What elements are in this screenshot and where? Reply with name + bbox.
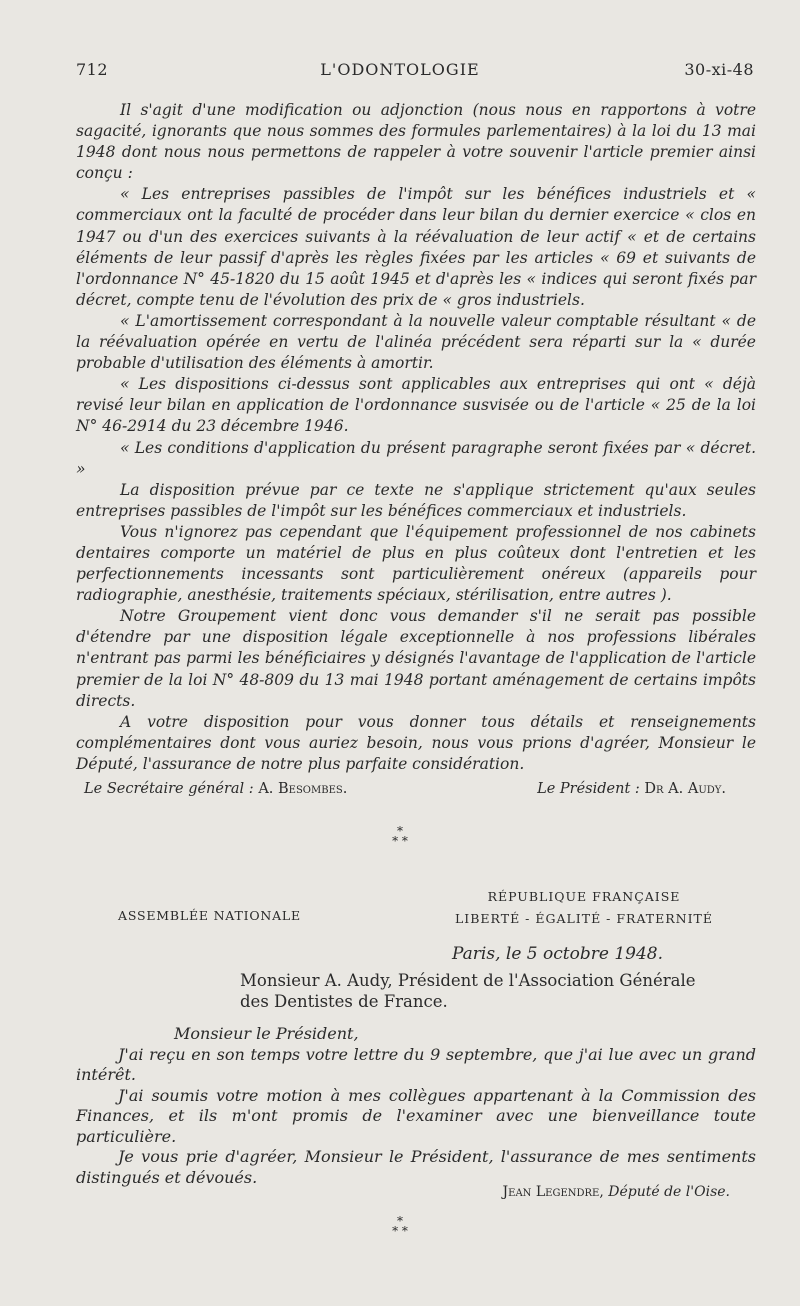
- section-separator: [0, 826, 800, 846]
- secretary-name: A. Besombes.: [258, 781, 348, 797]
- president-name: Dr A. Audy.: [644, 781, 726, 797]
- end-star-top: *: [397, 1214, 403, 1228]
- salutation: Monsieur le Président,: [174, 1024, 359, 1043]
- page-number: 712: [76, 60, 109, 79]
- quote-dispositions: « Les dispositions ci-dessus sont applicables aux entreprises qui ont « déjà revisé leur bilan en application de l'ordonnance susvisée ou de l'article « 25 de la loi N° 46-2914 du 23 décembre 1946.: [76, 375, 756, 436]
- deputy-signature: [503, 1184, 730, 1200]
- reply-paragraph-1: J'ai reçu en son temps votre lettre du 9 septembre, que j'ai lue avec un grand intérêt.: [76, 1044, 756, 1084]
- issue-date: 30-xi-48: [684, 60, 754, 79]
- republic-name: RÉPUBLIQUE FRANÇAISE: [487, 889, 681, 904]
- republic-motto: LIBERTÉ - ÉGALITÉ - FRATERNITÉ: [454, 911, 714, 926]
- paragraph-intro: Il s'agit d'une modification ou adjonction (nous nous en rapportons à votre sagacité, ignorants que nous sommes des formules parlementaires) à la loi du 13 mai 1948 dont nous nous permettons de rappeler à votre souvenir l'article premier ainsi conçu :: [76, 101, 756, 183]
- signature-line: [76, 781, 756, 797]
- end-stars-bottom: * *: [392, 1224, 408, 1238]
- paragraph-groupement: Notre Groupement vient donc vous demander s'il ne serait pas possible d'étendre par une disposition légale exceptionnelle à nos professions libérales n'entrant pas parmi les bénéficiaires y désignés l'avantage de l'application de l'article premier de la loi N° 48-809 du 13 mai 1948 portant aménagement de certains impôts directs.: [76, 607, 756, 710]
- assembly-heading: ASSEMBLÉE NATIONALE: [118, 908, 301, 923]
- reply-paragraph-3: Je vous prie d'agréer, Monsieur le Président, l'assurance de mes sentiments distingués et dévoués.: [76, 1147, 756, 1187]
- republic-heading: [434, 886, 734, 930]
- paragraph-closing: A votre disposition pour vous donner tous détails et renseignements complémentaires dont vous auriez besoin, nous vous prions d'agréer, Monsieur le Député, l'assurance de notre plus parfaite considération.: [76, 712, 756, 773]
- addressee-line-2: des Dentistes de France.: [240, 992, 448, 1011]
- quote-amortissement: « L'amortissement correspondant à la nouvelle valeur comptable résultant « de la réévaluation opérée en vertu de l'alinéa précédent sera réparti sur la « durée probable d'utilisation des éléments à amortir.: [76, 311, 756, 373]
- letter-date: Paris, le 5 octobre 1948.: [452, 944, 663, 964]
- reply-paragraph-2: J'ai soumis votre motion à mes collègues appartenant à la Commission des Finances, et ils m'ont promis de l'examiner avec une bienveillance toute particulière.: [76, 1085, 756, 1146]
- secretary-signature: [84, 781, 347, 797]
- secretary-title: Le Secrétaire général :: [84, 781, 254, 797]
- petition-letter: [76, 100, 756, 797]
- addressee: [240, 970, 760, 1012]
- paragraph-disposition: La disposition prévue par ce texte ne s'applique strictement qu'aux seules entreprises passibles de l'impôt sur les bénéfices commerciaux et industriels.: [76, 480, 756, 520]
- quote-article-1: « Les entreprises passibles de l'impôt sur les bénéfices industriels et « commerciaux ont la faculté de procéder dans leur bilan du dernier exercice « clos en 1947 ou d'un des exercices suivants à la réévaluation de leur actif « et de certains éléments de leur passif d'après les règles fixées par les articles « 69 et suivants de l'ordonnance N° 45-1820 du 15 août 1945 et d'après les « indices qui seront fixés par décret, compte tenu de l'évolution des prix de « gros industriels.: [76, 185, 756, 309]
- deputy-title: Député de l'Oise.: [608, 1184, 730, 1200]
- deputy-name: Jean Legendre,: [502, 1184, 604, 1200]
- president-title: Le Président :: [537, 781, 640, 797]
- paragraph-equipement: Vous n'ignorez pas cependant que l'équipement professionnel de nos cabinets dentaires comporte un matériel de plus en plus coûteux dont l'entretien et les perfectionnements incessants sont particulièrement onéreux (appareils pour radiographie, anesthésie, traitements spéciaux, stérilisation, entre autres ).: [76, 522, 756, 605]
- journal-title: L'ODONTOLOGIE: [320, 60, 480, 79]
- separator-stars-bottom: * *: [392, 834, 408, 848]
- separator-star-top: *: [397, 824, 403, 838]
- president-signature: [537, 781, 726, 797]
- quote-conditions: « Les conditions d'application du présent paragraphe seront fixées par « décret. »: [76, 438, 756, 478]
- reply-letter: [76, 1024, 756, 1188]
- addressee-line-1: Monsieur A. Audy, Président de l'Association Générale: [240, 971, 696, 990]
- end-separator: [0, 1216, 800, 1236]
